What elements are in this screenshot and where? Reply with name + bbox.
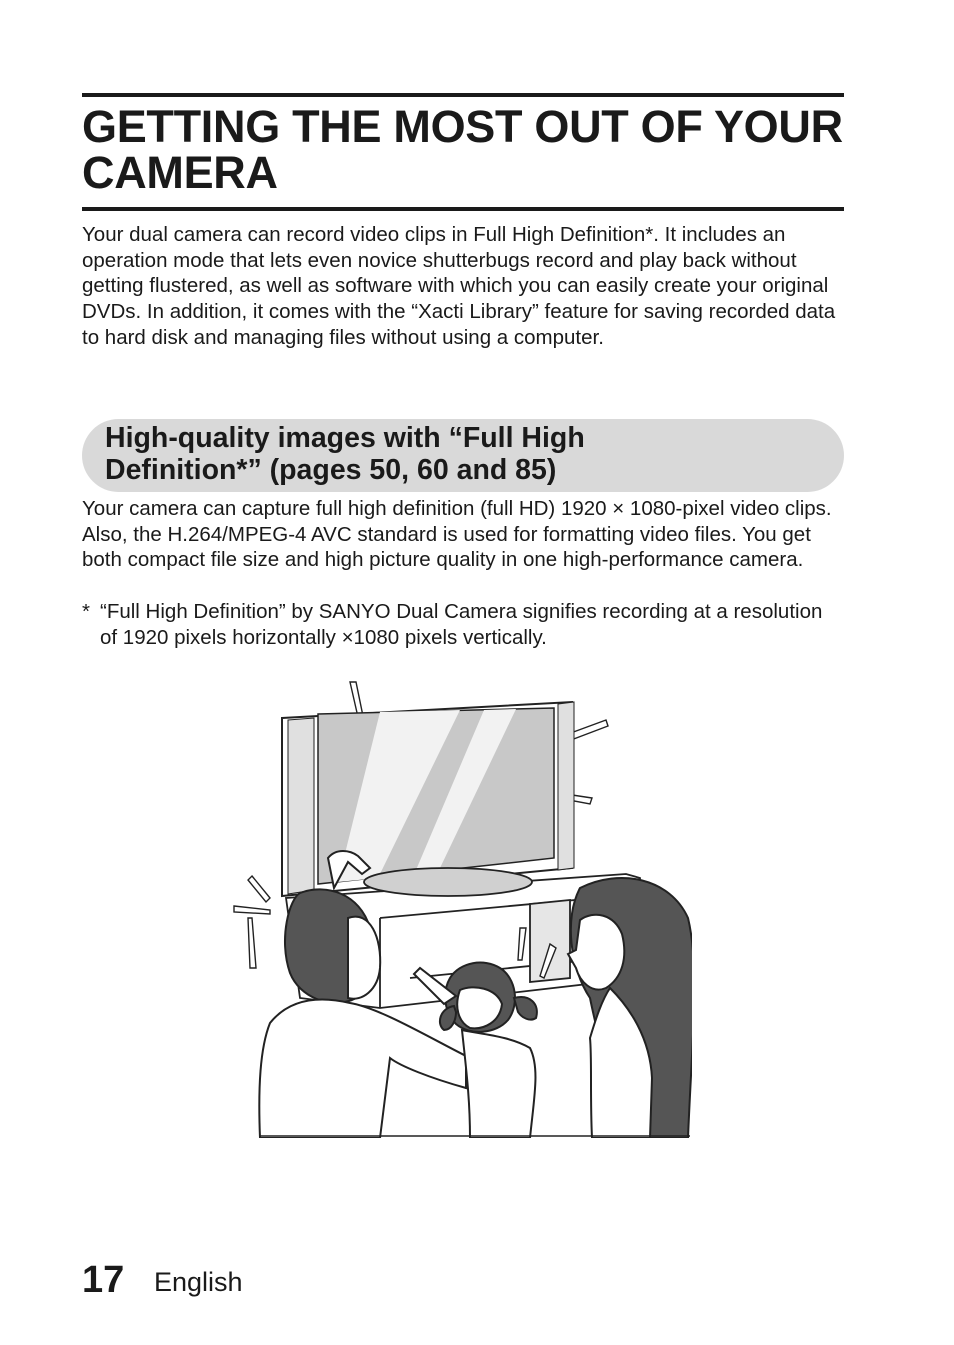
- page-title: [82, 101, 852, 198]
- footnote-text: “Full High Definition” by SANYO Dual Camera signifies recording at a resolution of 1920 pixels horizontally ×1080 pixels vertically.: [100, 600, 823, 649]
- woman-figure: [568, 878, 692, 1138]
- title-rule-top: [82, 93, 844, 97]
- section-heading-line2: Definition*” (pages 50, 60 and 85): [105, 454, 557, 486]
- footnote-mark: *: [82, 600, 90, 623]
- section-heading-line1: High-quality images with “Full High: [105, 422, 585, 454]
- family-watching-tv-illustration: [230, 678, 692, 1138]
- page-title-line1: GETTING THE MOST OUT OF YOUR: [82, 101, 843, 152]
- title-rule-bottom: [82, 207, 844, 211]
- section-heading: [105, 422, 825, 486]
- footnote: [82, 599, 842, 650]
- intro-paragraph: Your dual camera can record video clips in Full High Definition*. It includes an operation mode that lets even novice shutterbugs record and play back without getting flustered, as well as software with which you can easily create your original DVDs. In addition, it comes with the “Xacti Library” feature for saving recorded data to hard disk and managing files without using a computer.: [82, 223, 836, 349]
- page-title-line2: CAMERA: [82, 147, 278, 198]
- tv-screen: [282, 702, 574, 896]
- section-body-paragraph: Your camera can capture full high definition (full HD) 1920 × 1080-pixel video clips. Also, the H.264/MPEG-4 AVC standard is used for formatting video files. You get both compact file size and high picture quality in one high-performance camera.: [82, 497, 832, 572]
- page-language: English: [154, 1267, 243, 1297]
- page-number: 17: [82, 1259, 125, 1301]
